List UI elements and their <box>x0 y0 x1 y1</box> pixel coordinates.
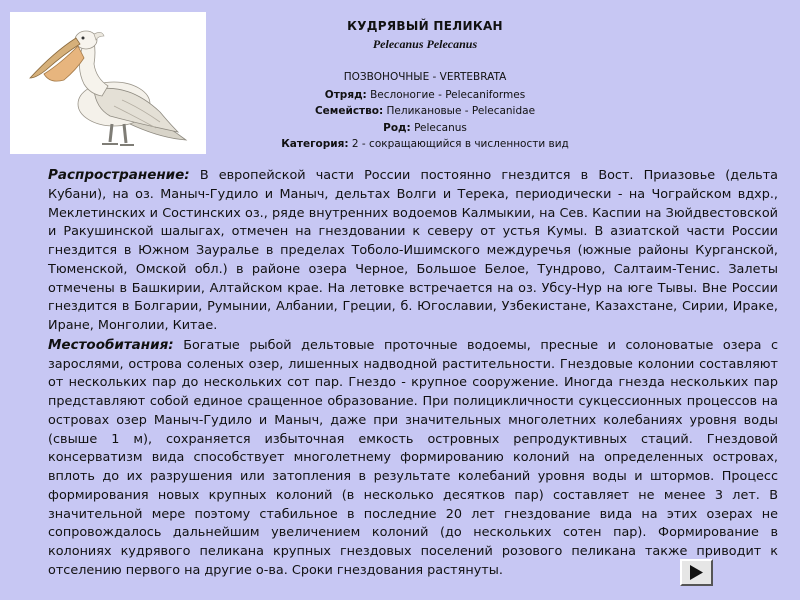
distribution-label: Распространение: <box>48 167 190 183</box>
page-title: КУДРЯВЫЙ ПЕЛИКАН <box>347 19 503 33</box>
latin-name: Pelecanus Pelecanus <box>372 37 478 51</box>
classification-genus <box>230 122 620 134</box>
classification-category <box>230 138 620 150</box>
order-label: Отряд: <box>324 89 367 101</box>
distribution-paragraph <box>48 166 778 336</box>
next-slide-button[interactable] <box>680 559 713 586</box>
pelican-illustration <box>10 12 206 154</box>
habitat-paragraph <box>48 336 778 581</box>
habitat-text: Богатые рыбой дельтовые проточные водоемы, пресные и солоноватые озера с зарослями, острова соленых озер, лишенных надводной растительности. Гнездовые колонии составляют от нескольких пар до нескольких сот пар. Гнездо - крупное сооружение. Иногда гнезда нескольких пар представляют собой единое сращенное образование. При полицикличности сукцессионных процессов на островах озер Маныч-Гудило и Маныч, даже при значительных многолетних колебаниях уровня воды (свыше 1 м), сохраняется избыточная емкость островных репродуктивных стаций. Гнездовой консерватизм вида способствует многолетнему формированию колоний на определенных островах, вплоть до их разрушения или затопления в результате колебаний уровня воды и штормов. Процесс формирования новых крупных колоний (в несколько десятков пар) составляет не менее 3 лет. В значительной мере поэтому стабильное в последние 20 лет гнездование вида на этих озерах не сопровождалось дальнейшим увеличением колоний (до нескольких сотен пар). Формирование в колониях кудрявого пеликана крупных гнездовых поселений розового пеликана также приводит к отселению первого на другие о-ва. Сроки гнездования растянуты. <box>48 337 778 578</box>
category-value: 2 - сокращающийся в численности вид <box>348 138 569 150</box>
next-arrow-icon <box>688 564 705 581</box>
distribution-text: В европейской части России постоянно гнездится в Вост. Приазовье (дельта Кубани), на оз. Маныч-Гудило и Маныч, дельтах Волги и Терека, периодически - на Чограйском вдхр., Меклетинских и Состинских оз., ряде внутренних водоемов Калмыкии, на Сев. Каспии на Зюйдвестовской и Ракушинской шалыгах, отмечен на гнездовании к северу от устья Кумы. В азиатской части России гнездится в Южном Зауралье в пределах Тоболо-Ишимского междуречья (южные районы Курганской, Тюменской, Омской обл.) в районе озера Черное, Большое Белое, Тундрово, Салтаим-Тенис. Залеты отмечены в Башкирии, Алтайском крае. На летовке встречается на оз. Убсу-Нур на юге Тывы. Вне России гнездится в Болгарии, Румынии, Албании, Греции, б. Югославии, Узбекистане, Казахстане, Сирии, Ираке, Иране, Монголии, Китае. <box>48 168 778 333</box>
family-value: Пеликановые - Pelecanidae <box>383 105 536 117</box>
classification-family <box>230 105 620 117</box>
classification-order <box>230 89 620 101</box>
genus-value: Pelecanus <box>410 122 467 134</box>
article-body <box>48 166 778 581</box>
order-value: Веслоногие - Pelecaniformes <box>366 89 526 101</box>
family-label: Семейство: <box>314 105 384 117</box>
genus-label: Род: <box>383 122 411 134</box>
category-label: Категория: <box>281 138 349 150</box>
classification-group: ПОЗВОНОЧНЫЕ - VERTEBRATA <box>343 71 507 83</box>
habitat-label: Местообитания: <box>48 336 174 353</box>
